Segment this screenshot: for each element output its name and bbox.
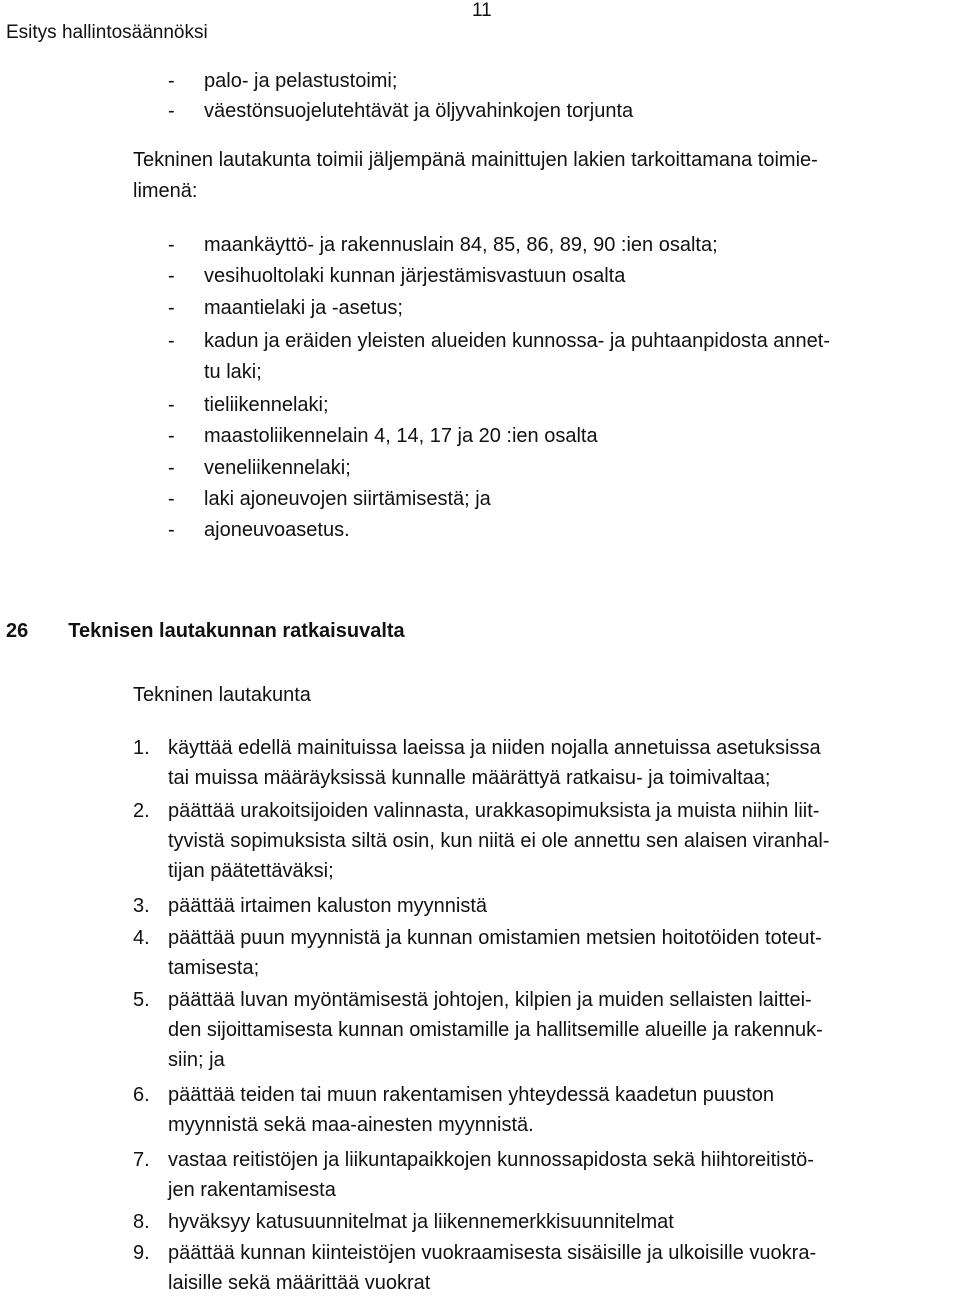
- item-line: tijan päätettäväksi;: [168, 860, 334, 882]
- item-line: laisille sekä määrittää vuokrat: [168, 1272, 431, 1294]
- item-line: päättää luvan myöntämisestä johtojen, kilpien ja muiden sellaisten laittei-: [168, 989, 812, 1011]
- item-number: 5.: [133, 989, 150, 1011]
- list-dash: -: [168, 330, 175, 352]
- law-item-text: maastoliikennelain 4, 14, 17 ja 20 :ien osalta: [204, 425, 598, 447]
- section-title: Teknisen lautakunnan ratkaisuvalta: [68, 620, 405, 642]
- item-line: tyvistä sopimuksista siltä osin, kun niitä ei ole annettu sen alaisen viranhal-: [168, 830, 830, 852]
- intro-line: Tekninen lautakunta toimii jäljempänä mainittujen lakien tarkoittamana toimie-: [133, 149, 818, 171]
- law-item-text: vesihuoltolaki kunnan järjestämisvastuun osalta: [204, 265, 626, 287]
- section-heading: [6, 620, 405, 643]
- item-line: tai muissa määräyksissä kunnalle määrättyä ratkaisu- ja toimivaltaa;: [168, 767, 771, 789]
- item-line: siin; ja: [168, 1049, 225, 1071]
- item-number: 2.: [133, 800, 150, 822]
- list-dash: -: [168, 488, 175, 510]
- item-number: 3.: [133, 895, 150, 917]
- item-line: jen rakentamisesta: [168, 1179, 336, 1201]
- item-line: käyttää edellä mainituissa laeissa ja niiden nojalla annetuissa asetuksissa: [168, 737, 821, 759]
- list-dash: -: [168, 265, 175, 287]
- law-item-text: laki ajoneuvojen siirtämisestä; ja: [204, 488, 491, 510]
- item-line: hyväksyy katusuunnitelmat ja liikennemerkkisuunnitelmat: [168, 1211, 674, 1233]
- item-number: 6.: [133, 1084, 150, 1106]
- item-number: 1.: [133, 737, 150, 759]
- document-header-title: Esitys hallintosäännöksi: [6, 22, 208, 43]
- law-item-text: ajoneuvoasetus.: [204, 519, 350, 541]
- section-subheading: Tekninen lautakunta: [133, 684, 311, 706]
- law-item-text: veneliikennelaki;: [204, 457, 351, 479]
- item-line: päättää urakoitsijoiden valinnasta, urakkasopimuksista ja muista niihin liit-: [168, 800, 820, 822]
- intro-line: limenä:: [133, 180, 198, 202]
- item-number: 8.: [133, 1211, 150, 1233]
- list-dash: -: [168, 425, 175, 447]
- item-line: myynnistä sekä maa-ainesten myynnistä.: [168, 1114, 534, 1136]
- item-number: 9.: [133, 1242, 150, 1264]
- item-line: päättää teiden tai muun rakentamisen yhteydessä kaadetun puuston: [168, 1084, 774, 1106]
- item-line: päättää kunnan kiinteistöjen vuokraamisesta sisäisille ja ulkoisille vuokra-: [168, 1242, 817, 1264]
- item-line: päättää irtaimen kaluston myynnistä: [168, 895, 488, 917]
- page-number: 11: [472, 0, 492, 21]
- list-dash: -: [168, 519, 175, 541]
- list-item-text: palo- ja pelastustoimi;: [204, 70, 398, 92]
- item-line: den sijoittamisesta kunnan omistamille ja hallitsemille alueille ja rakennuk-: [168, 1019, 823, 1041]
- list-dash: -: [168, 297, 175, 319]
- intro-paragraph: [133, 145, 818, 207]
- list-dash: -: [168, 394, 175, 416]
- list-dash: -: [168, 457, 175, 479]
- list-dash: -: [168, 70, 175, 92]
- law-item-text: maankäyttö- ja rakennuslain 84, 85, 86, 89, 90 :ien osalta;: [204, 234, 718, 256]
- law-item-text: maantielaki ja -asetus;: [204, 297, 403, 319]
- item-number: 4.: [133, 927, 150, 949]
- item-number: 7.: [133, 1149, 150, 1171]
- item-line: päättää puun myynnistä ja kunnan omistamien metsien hoitotöiden toteut-: [168, 927, 822, 949]
- item-line: vastaa reitistöjen ja liikuntapaikkojen kunnossapidosta sekä hiihtoreitistö-: [168, 1149, 814, 1171]
- section-number: 26: [6, 620, 29, 642]
- list-dash: -: [168, 234, 175, 256]
- law-item-text: tieliikennelaki;: [204, 394, 329, 416]
- list-dash: -: [168, 100, 175, 122]
- item-line: tamisesta;: [168, 957, 260, 979]
- law-item-text: kadun ja eräiden yleisten alueiden kunnossa- ja puhtaanpidosta annet-: [204, 330, 831, 352]
- list-item-text: väestönsuojelutehtävät ja öljyvahinkojen torjunta: [204, 100, 634, 122]
- law-item-text: tu laki;: [204, 361, 262, 383]
